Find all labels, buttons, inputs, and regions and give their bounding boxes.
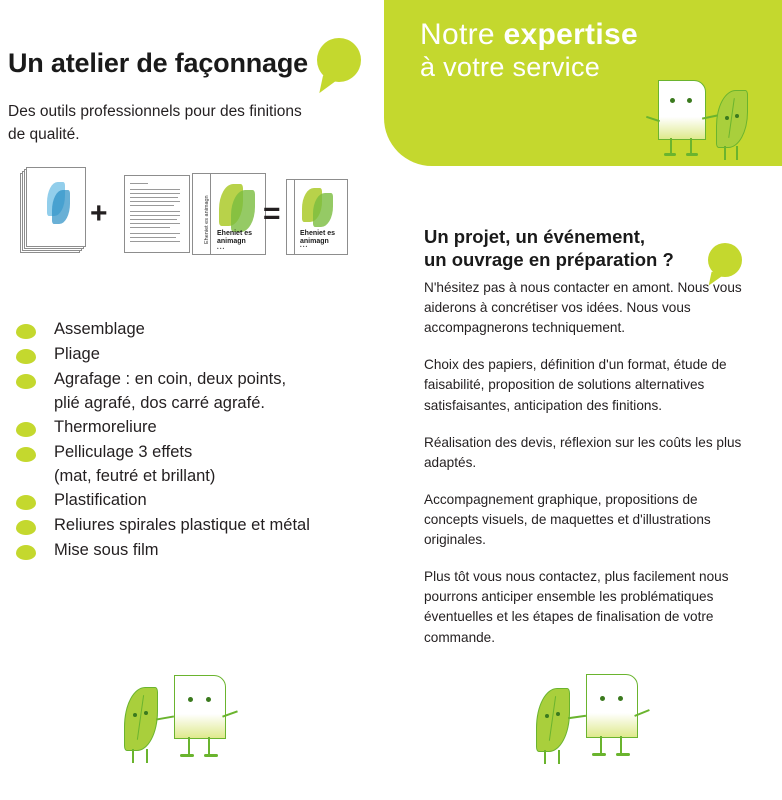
leaf-drawing-icon [47,182,73,228]
speech-bubble-left [317,38,361,82]
list-item-label: Pliage [54,345,100,363]
mascot-leg-left [188,737,190,755]
mascot-foot-right [686,153,698,156]
leaf-bullet-icon [16,324,36,339]
mascot-foot-left [180,754,194,757]
banner-subtitle: à votre service [420,51,601,82]
leaf-vein [549,697,557,741]
paper-stack-icon [20,167,82,251]
mascot-eye-left [600,696,605,701]
leaf-mascot-leg-left [132,749,134,763]
paragraph: Choix des papiers, définition d'un format, étude de faisabilité, proposition de solutions alternatives satisfaisantes, anticipation des finitions. [424,357,727,413]
leaf-mascot-leg-left [724,146,726,160]
leaf-mascot-eye-left [725,116,729,120]
leaf-mascot-eye-right [144,711,148,715]
list-item [10,343,370,368]
leaf-shape [52,190,70,224]
mascot-body-shade [659,117,705,139]
leaf-bullet-icon [16,495,36,510]
page-title: Un atelier de façonnage [8,48,308,78]
leaf-mascot-leg-right [558,750,560,764]
list-item [10,489,370,514]
plus-symbol: + [90,197,108,230]
book-spine-text: Eheniet es animagn [204,195,210,244]
mascot-hands-join [156,715,174,720]
mascot-leg-right [690,138,692,154]
leaf-mascot-eye-left [133,713,137,717]
book-spine-middle [192,173,212,255]
cover-leaf [313,193,333,227]
list-item-label: Thermoreliure [54,417,157,436]
book-cover-rule: • • • [300,244,308,249]
mascot-bottom-right [528,660,668,765]
list-item-label: Reliures spirales plastique et métal [54,515,310,534]
leaf-mascot-eye-left [545,714,549,718]
list-item-label: Mise sous film [54,540,159,559]
book-cover-rule: • • • [217,246,225,251]
equals-symbol: = [263,197,281,230]
mascot-leg-right [208,737,210,755]
leaf-bullet-icon [16,447,36,462]
book-cover-title: Eheniet es animagn [217,230,253,246]
mascot-body-shade [587,713,637,737]
list-item [10,368,370,416]
mascot-hands-join [568,715,586,719]
leaf-vein [137,696,145,740]
list-item [10,318,370,343]
leaf-mascot-body [716,90,748,148]
leaf-mascot-leg-right [146,749,148,763]
list-item [10,514,370,539]
mascot-eye-left [670,98,675,103]
mascot-paper-body [658,80,706,140]
leaf-mascot-body [124,687,158,751]
book-cover-right [294,179,348,255]
mascot-eye-left [188,697,193,702]
cover-leaf [231,190,255,232]
leaf-bullet-icon [16,349,36,364]
mascot-body-shade [175,714,225,738]
mascot-leg-left [600,736,602,754]
mascot-leg-right [620,736,622,754]
mascot-foot-left [664,153,676,156]
list-item-label: Assemblage [54,320,145,338]
mascot-eye-right [206,697,211,702]
list-item-sublabel: plié agrafé, dos carré agrafé. [54,393,265,412]
paragraph: Réalisation des devis, réflexion sur les coûts les plus adaptés. [424,434,742,470]
leaf-bullet-icon [16,374,36,389]
page-subtitle: Des outils professionnels pour des finitions de qualité. [8,103,302,144]
list-item [10,539,370,564]
leaf-bullet-icon [16,545,36,560]
mascot-paper-body [586,674,638,738]
banner-title-strong: expertise [503,18,638,51]
right-body-text [424,278,746,665]
section-heading-line1: Un projet, un événement, [424,226,646,247]
paragraph: Plus tôt vous nous contactez, plus facilement nous pourrons anticiper ensemble les problématiques éventuelles et les étapes de finalisation de votre commande. [424,569,729,645]
leaf-bullet-icon [16,520,36,535]
leaf-mascot-leg-right [736,146,738,160]
book-cover-title: Eheniet es animagn [300,230,336,246]
mascot-bottom-left [118,665,258,765]
mascot-banner [640,76,760,168]
book-cover-middle [210,173,266,255]
mascot-foot-right [204,754,218,757]
leaf-mascot-leg-left [544,750,546,764]
banner-title-plain: Notre [420,18,504,51]
services-list [10,318,370,564]
mascot-leg-left [670,138,672,154]
leaf-bullet-icon [16,422,36,437]
mascot-foot-right [616,753,630,756]
list-item-label: Pelliculage 3 effets [54,442,193,461]
leaf-mascot-eye-right [556,712,560,716]
list-item-sublabel: (mat, feutré et brillant) [54,466,216,485]
leaf-mascot-eye-right [735,114,739,118]
leaf-mascot-body [536,688,570,752]
list-item-label: Agrafage : en coin, deux points, [54,370,287,388]
section-heading-right [424,225,724,271]
text-page-icon [124,175,190,253]
paragraph: Accompagnement graphique, propositions de concepts visuels, de maquettes et d'illustrations originales. [424,491,711,548]
mascot-eye-right [618,696,623,701]
paragraph: N'hésitez pas à nous contacter en amont. Nous vous aiderons à concrétiser vos idées. Nous vous accompagnerons techniquement. [424,280,742,336]
mascot-paper-body [174,675,226,739]
section-heading-line2: un ouvrage en préparation ? [424,249,674,271]
mascot-foot-left [592,753,606,756]
leaf-vein [729,98,736,138]
mascot-eye-right [687,98,692,103]
list-item-label: Plastification [54,490,147,509]
paper-sheet [26,167,86,247]
list-item [10,441,370,489]
list-item [10,416,370,441]
banner-title [420,18,638,82]
books-illustration [14,163,364,278]
